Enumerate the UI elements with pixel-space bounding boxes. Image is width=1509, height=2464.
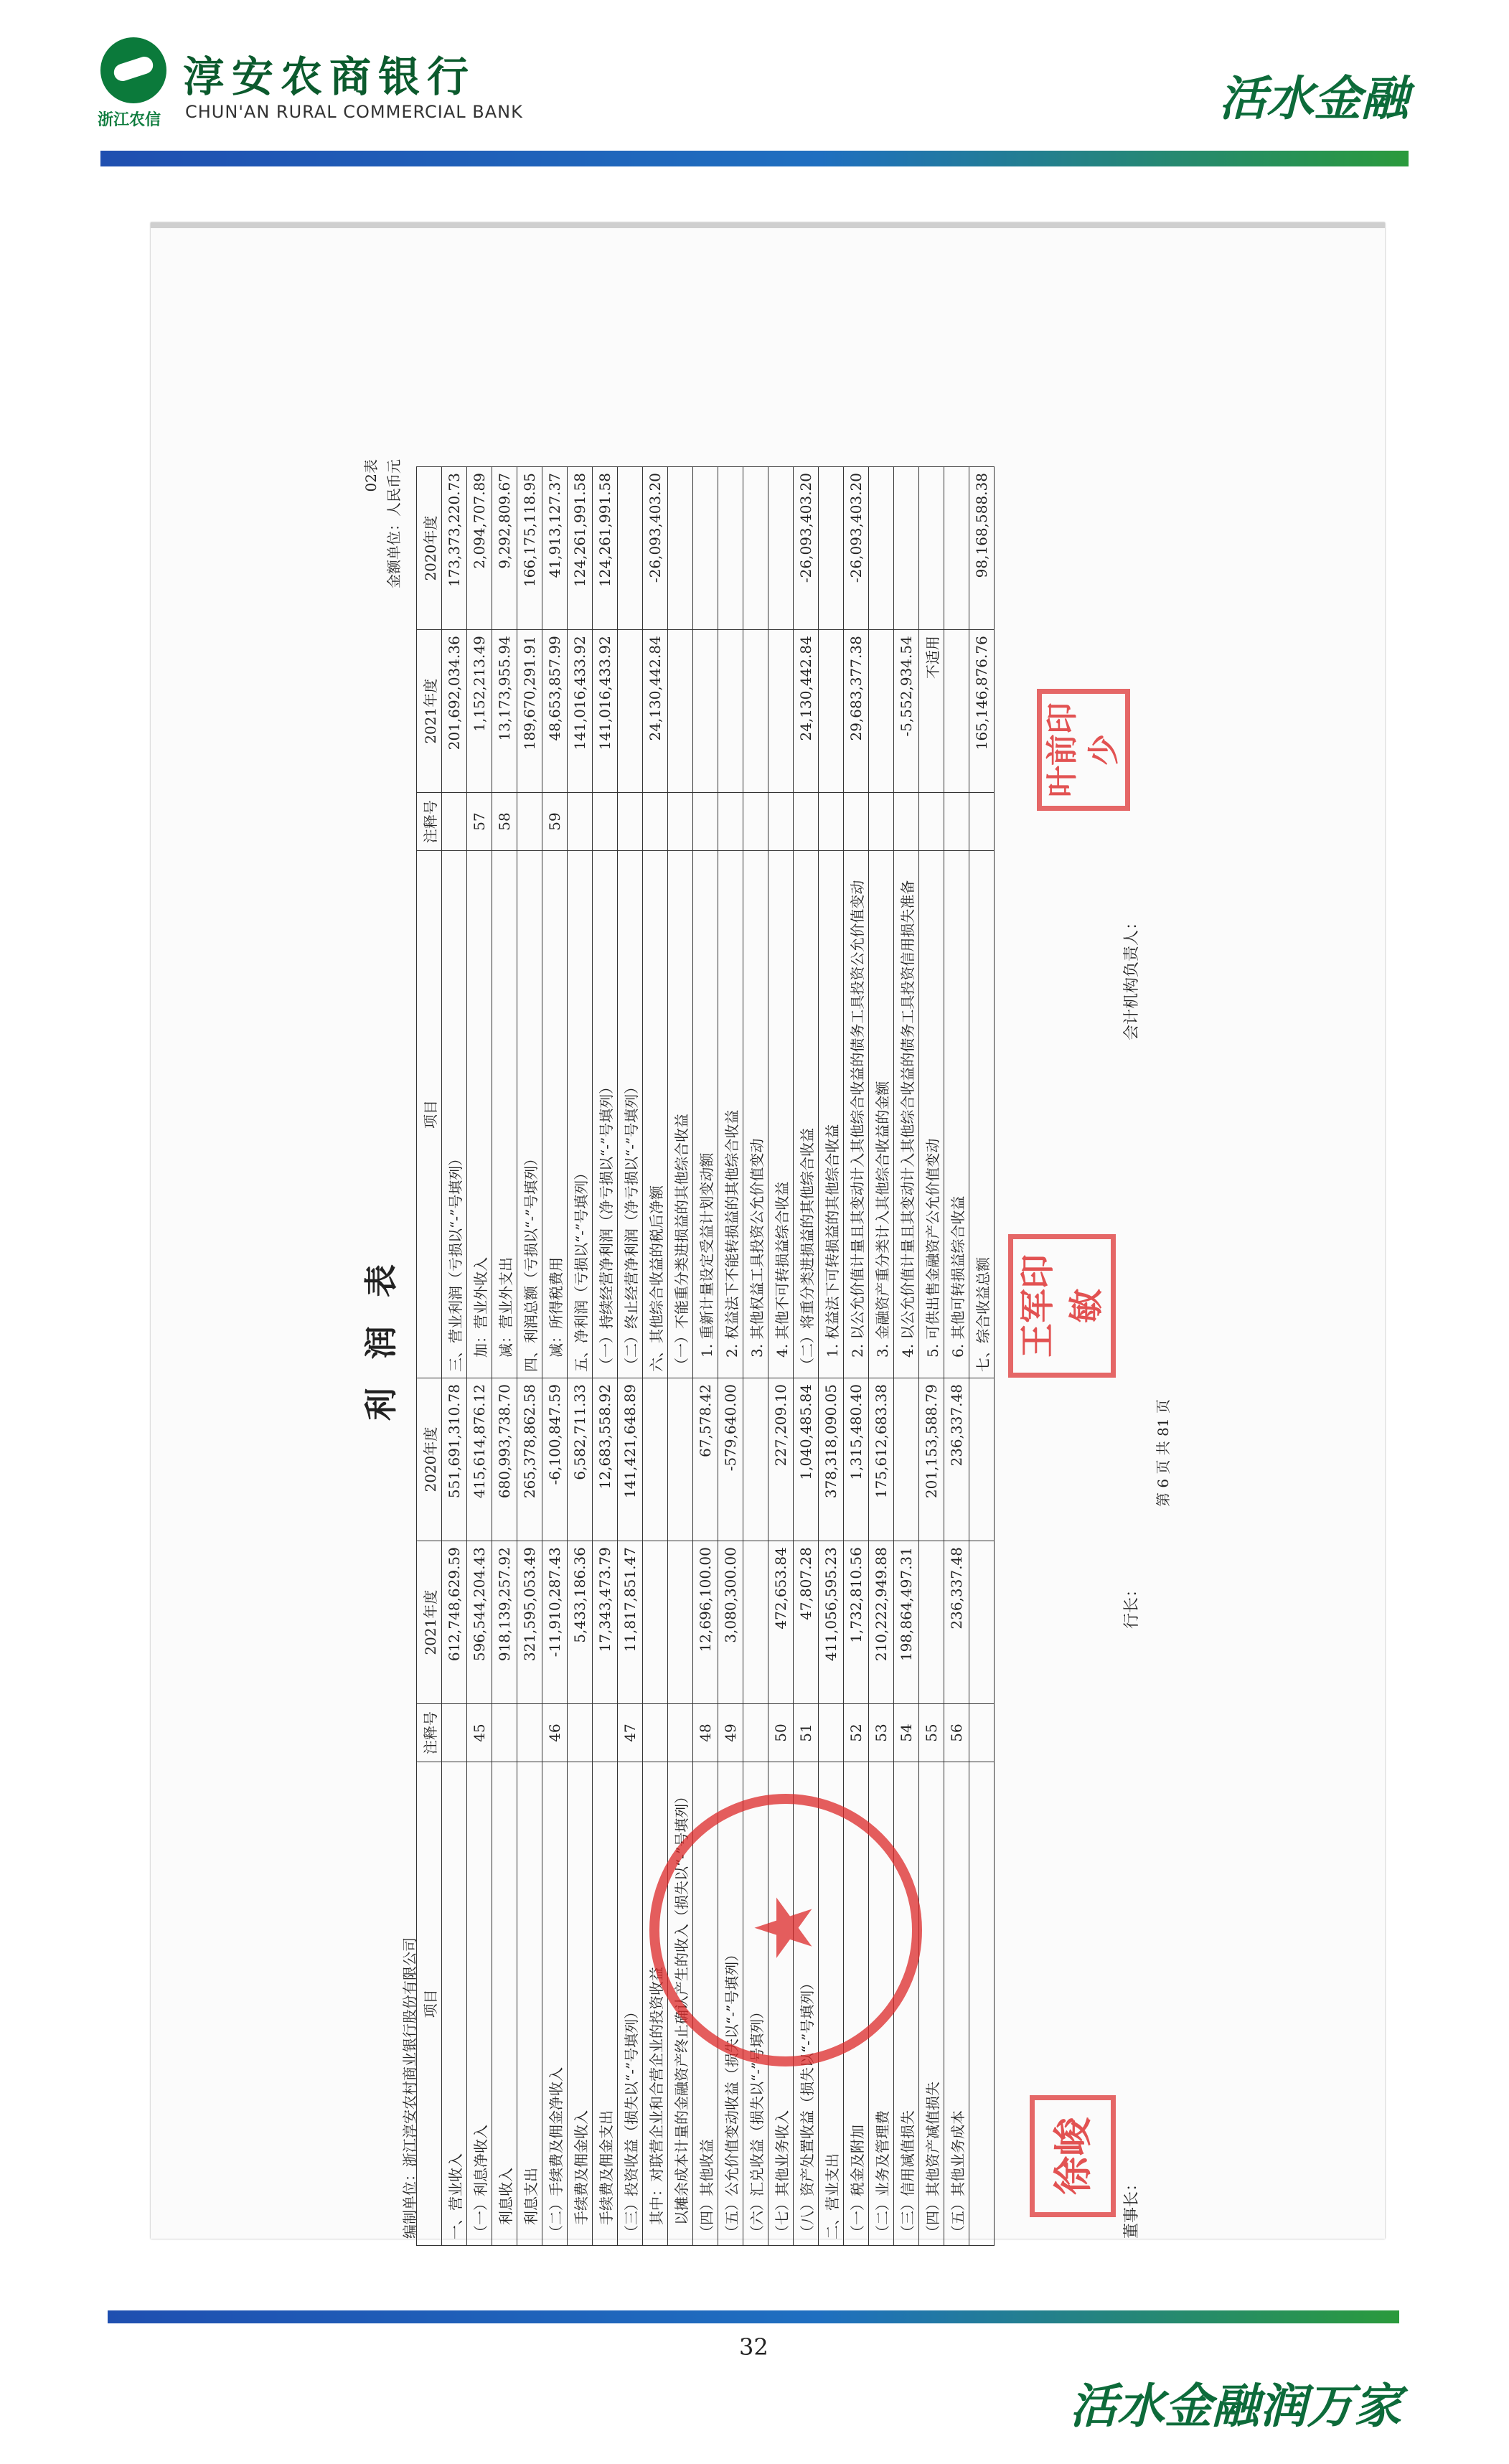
row-note-right — [668, 793, 693, 851]
row-value-2020: -579,640.00 — [718, 1378, 743, 1541]
row-item: 以摊余成本计量的金融资产终止确认产生的收入（损失以“-”号填列） — [668, 1762, 693, 2245]
row-value-2021-right — [768, 630, 794, 793]
row-value-2021: 612,748,629.59 — [442, 1541, 467, 1704]
row-item: （七）其他业务收入 — [768, 1762, 794, 2245]
row-value-2021-right — [743, 630, 768, 793]
col-item: 项目 — [417, 1762, 442, 2245]
table-row — [969, 467, 995, 2246]
row-note-right — [568, 793, 593, 851]
row-value-2020-right — [668, 467, 693, 630]
page-of-indicator: 第 6 页 共 81 页 — [1155, 1399, 1172, 1507]
row-value-2021-right: 189,670,291.91 — [517, 630, 542, 793]
row-value-2020: 67,578.42 — [693, 1378, 718, 1541]
row-item-right: 1. 权益法下可转损益的其他综合收益 — [819, 850, 844, 1378]
table-row — [467, 467, 492, 2246]
row-note-right — [844, 793, 869, 851]
row-value-2021: 472,653.84 — [768, 1541, 794, 1704]
row-value-2021: 596,544,204.43 — [467, 1541, 492, 1704]
row-item-right: 4. 以公允价值计量且其变动计入其他综合收益的债务工具投资信用损失准备 — [894, 850, 919, 1378]
row-value-2020: 141,421,648.89 — [618, 1378, 643, 1541]
row-item-right: （二）将重分类进损益的其他综合收益 — [794, 850, 819, 1378]
row-item-right: 3. 金融资产重分类计入其他综合收益的金额 — [869, 850, 894, 1378]
table-row — [442, 467, 467, 2246]
header-slogan: 活水金融 — [1219, 70, 1409, 126]
sig-president: 行长： — [1123, 1581, 1141, 1629]
row-value-2021-right — [718, 630, 743, 793]
row-item: （三）信用减值损失 — [894, 1762, 919, 2245]
row-item: 利息支出 — [517, 1762, 542, 2245]
row-value-2020: 227,209.10 — [768, 1378, 794, 1541]
row-value-2021 — [668, 1541, 693, 1704]
company-seal — [649, 1794, 922, 2066]
row-value-2020: 1,315,480.40 — [844, 1378, 869, 1541]
row-value-2020-right — [919, 467, 944, 630]
row-value-2021: 198,864,497.31 — [894, 1541, 919, 1704]
signature-stamp-accounting: 叶前印少 — [1037, 689, 1130, 811]
row-note — [819, 1704, 844, 1762]
row-value-2021 — [969, 1541, 995, 1704]
col-2021-right: 2021年度 — [417, 630, 442, 793]
row-value-2020: 175,612,683.38 — [869, 1378, 894, 1541]
row-note-right — [944, 793, 969, 851]
row-note — [517, 1704, 542, 1762]
row-item: （五）公允价值变动收益（损失以“-”号填列） — [718, 1762, 743, 2245]
row-value-2020-right: 166,175,118.95 — [517, 467, 542, 630]
row-value-2020-right: -26,093,403.20 — [643, 467, 668, 630]
row-item: 手续费及佣金支出 — [593, 1762, 618, 2245]
table-code: 02表 — [362, 459, 380, 492]
row-note-right — [894, 793, 919, 851]
row-item: （八）资产处置收益（损失以“-”号填列） — [794, 1762, 819, 2245]
row-note — [568, 1704, 593, 1762]
row-note-right — [718, 793, 743, 851]
row-value-2021-right — [869, 630, 894, 793]
row-value-2021: 321,595,053.49 — [517, 1541, 542, 1704]
table-row — [517, 467, 542, 2246]
col-note: 注释号 — [417, 1704, 442, 1762]
row-note-right — [768, 793, 794, 851]
row-value-2020-right: -26,093,403.20 — [844, 467, 869, 630]
table-row — [618, 467, 643, 2246]
row-note: 50 — [768, 1704, 794, 1762]
row-note — [969, 1704, 995, 1762]
row-item: 二、营业支出 — [819, 1762, 844, 2245]
row-item-right: （二）终止经营净利润（净亏损以“-”号填列） — [618, 850, 643, 1378]
row-item-right: 加：营业外收入 — [467, 850, 492, 1378]
row-value-2020-right — [693, 467, 718, 630]
row-value-2020-right — [768, 467, 794, 630]
row-note — [492, 1704, 517, 1762]
row-value-2021: 5,433,186.36 — [568, 1541, 593, 1704]
row-item: 利息收入 — [492, 1762, 517, 2245]
row-item: （四）其他收益 — [693, 1762, 718, 2245]
row-value-2021: 3,080,300.00 — [718, 1541, 743, 1704]
row-note: 46 — [542, 1704, 568, 1762]
row-value-2021: 47,807.28 — [794, 1541, 819, 1704]
row-item-right: 减：营业外支出 — [492, 850, 517, 1378]
row-value-2020 — [743, 1378, 768, 1541]
amount-unit: 金额单位：人民币元 — [385, 459, 403, 588]
row-note-right — [969, 793, 995, 851]
row-item: 手续费及佣金收入 — [568, 1762, 593, 2245]
row-value-2021-right: 201,692,034.36 — [442, 630, 467, 793]
row-value-2020-right: 98,168,588.38 — [969, 467, 995, 630]
row-value-2021-right: 24,130,442.84 — [794, 630, 819, 793]
row-item: （一）税金及附加 — [844, 1762, 869, 2245]
bank-logo-icon — [100, 37, 166, 103]
row-note: 51 — [794, 1704, 819, 1762]
row-value-2020: 378,318,090.05 — [819, 1378, 844, 1541]
row-value-2020 — [969, 1378, 995, 1541]
row-value-2021-right: 48,653,857.99 — [542, 630, 568, 793]
row-note-right — [618, 793, 643, 851]
row-value-2020-right — [718, 467, 743, 630]
col-2020: 2020年度 — [417, 1378, 442, 1541]
row-value-2020-right — [869, 467, 894, 630]
row-value-2021-right — [944, 630, 969, 793]
row-item: （五）其他业务成本 — [944, 1762, 969, 2245]
row-item-right: 四、利润总额（亏损以“-”号填列） — [517, 850, 542, 1378]
table-header-row — [417, 467, 442, 2246]
row-value-2020-right: 124,261,991.58 — [593, 467, 618, 630]
prepared-by: 编制单位：浙江淳安农村商业银行股份有限公司 — [401, 1937, 418, 2239]
row-value-2021: 1,732,810.56 — [844, 1541, 869, 1704]
row-value-2020: 680,993,738.70 — [492, 1378, 517, 1541]
row-value-2020: -6,100,847.59 — [542, 1378, 568, 1541]
row-note-right — [593, 793, 618, 851]
row-item-right: 3. 其他权益工具投资公允价值变动 — [743, 850, 768, 1378]
col-note-right: 注释号 — [417, 793, 442, 851]
row-note: 55 — [919, 1704, 944, 1762]
row-value-2021-right: 165,146,876.76 — [969, 630, 995, 793]
row-note-right: 57 — [467, 793, 492, 851]
row-value-2020: 265,378,862.58 — [517, 1378, 542, 1541]
sig-chairman: 董事长： — [1123, 2175, 1141, 2239]
row-note-right — [693, 793, 718, 851]
row-item-right: （一）不能重分类进损益的其他综合收益 — [668, 850, 693, 1378]
row-value-2021-right: 13,173,955.94 — [492, 630, 517, 793]
bank-name-en: CHUN'AN RURAL COMMERCIAL BANK — [185, 102, 523, 122]
logo-subtitle: 浙江农信 — [98, 111, 161, 129]
row-value-2020: 236,337.48 — [944, 1378, 969, 1541]
row-note-right — [643, 793, 668, 851]
row-value-2020: 415,614,876.12 — [467, 1378, 492, 1541]
row-value-2020: 201,153,588.79 — [919, 1378, 944, 1541]
bank-name-cn: 淳安农商银行 — [183, 52, 476, 101]
row-value-2020: 6,582,711.33 — [568, 1378, 593, 1541]
footer-slogan: 活水金融润万家 — [1070, 2378, 1401, 2434]
row-note: 52 — [844, 1704, 869, 1762]
signature-stamp-president: 王军印敏 — [1008, 1234, 1116, 1378]
row-value-2021-right — [668, 630, 693, 793]
row-note: 49 — [718, 1704, 743, 1762]
row-note-right — [442, 793, 467, 851]
row-note: 48 — [693, 1704, 718, 1762]
row-value-2021-right: 29,683,377.38 — [844, 630, 869, 793]
row-note: 45 — [467, 1704, 492, 1762]
row-note-right — [517, 793, 542, 851]
row-note — [743, 1704, 768, 1762]
row-value-2021 — [643, 1541, 668, 1704]
row-value-2021-right — [618, 630, 643, 793]
row-value-2020-right: 173,373,220.73 — [442, 467, 467, 630]
row-note-right — [794, 793, 819, 851]
row-item: 其中：对联营企业和合营企业的投资收益 — [643, 1762, 668, 2245]
row-value-2020: 551,691,310.78 — [442, 1378, 467, 1541]
col-item-right: 项目 — [417, 850, 442, 1378]
row-item-right: 2. 权益法下不能转损益的其他综合收益 — [718, 850, 743, 1378]
row-value-2020-right: -26,093,403.20 — [794, 467, 819, 630]
sig-accounting-head: 会计机构负责人： — [1123, 913, 1141, 1040]
row-item-right: 七、综合收益总额 — [969, 850, 995, 1378]
row-value-2020 — [643, 1378, 668, 1541]
table-row — [919, 467, 944, 2246]
row-item: （一）利息净收入 — [467, 1762, 492, 2245]
row-value-2021: 210,222,949.88 — [869, 1541, 894, 1704]
rotated-statement — [326, 438, 1172, 2246]
row-value-2021-right: 不适用 — [919, 630, 944, 793]
row-value-2020-right — [819, 467, 844, 630]
row-value-2021: 17,343,473.79 — [593, 1541, 618, 1704]
row-value-2020-right: 2,094,707.89 — [467, 467, 492, 630]
col-2021: 2021年度 — [417, 1541, 442, 1704]
row-note: 56 — [944, 1704, 969, 1762]
row-item: （二）业务及管理费 — [869, 1762, 894, 2245]
row-item-right: 1. 重新计量设定受益计划变动额 — [693, 850, 718, 1378]
footer-divider — [108, 2310, 1399, 2323]
row-value-2021: 411,056,595.23 — [819, 1541, 844, 1704]
row-item-right: 六、其他综合收益的税后净额 — [643, 850, 668, 1378]
row-note — [643, 1704, 668, 1762]
row-note-right — [869, 793, 894, 851]
row-value-2020-right: 124,261,991.58 — [568, 467, 593, 630]
row-item-right: 减：所得税费用 — [542, 850, 568, 1378]
row-value-2020-right: 9,292,809.67 — [492, 467, 517, 630]
row-value-2021 — [743, 1541, 768, 1704]
table-row — [492, 467, 517, 2246]
row-note: 47 — [618, 1704, 643, 1762]
row-value-2020-right — [894, 467, 919, 630]
row-value-2020-right — [944, 467, 969, 630]
row-value-2021: 236,337.48 — [944, 1541, 969, 1704]
row-value-2021-right: 1,152,213.49 — [467, 630, 492, 793]
row-item-right: 三、营业利润（亏损以“-”号填列） — [442, 850, 467, 1378]
row-value-2020 — [668, 1378, 693, 1541]
row-item-right: 5. 可供出售金融资产公允价值变动 — [919, 850, 944, 1378]
row-value-2021-right — [819, 630, 844, 793]
row-item: （三）投资收益（损失以“-”号填列） — [618, 1762, 643, 2245]
row-item: 一、营业收入 — [442, 1762, 467, 2245]
row-value-2021: 918,139,257.92 — [492, 1541, 517, 1704]
row-value-2021-right: 24,130,442.84 — [643, 630, 668, 793]
row-item-right: （一）持续经营净利润（净亏损以“-”号填列） — [593, 850, 618, 1378]
row-value-2020: 12,683,558.92 — [593, 1378, 618, 1541]
row-value-2020-right — [618, 467, 643, 630]
row-note — [668, 1704, 693, 1762]
row-value-2021 — [919, 1541, 944, 1704]
row-item-right: 五、净利润（亏损以“-”号填列） — [568, 850, 593, 1378]
row-note — [442, 1704, 467, 1762]
row-value-2020: 1,040,485.84 — [794, 1378, 819, 1541]
col-2020-right: 2020年度 — [417, 467, 442, 630]
table-row — [944, 467, 969, 2246]
row-note: 53 — [869, 1704, 894, 1762]
row-note-right — [919, 793, 944, 851]
signature-stamp-chairman: 徐峻 — [1030, 2095, 1116, 2217]
row-item: （二）手续费及佣金净收入 — [542, 1762, 568, 2245]
scanned-sheet — [151, 222, 1385, 2239]
row-item: （四）其他资产减值损失 — [919, 1762, 944, 2245]
report-title: 利润表 — [362, 1236, 400, 1421]
table-row — [542, 467, 568, 2246]
row-value-2021: 12,696,100.00 — [693, 1541, 718, 1704]
row-item-right: 2. 以公允价值计量且其变动计入其他综合收益的债务工具投资公允价值变动 — [844, 850, 869, 1378]
table-row — [593, 467, 618, 2246]
row-value-2021-right — [693, 630, 718, 793]
page-number: 32 — [739, 2333, 768, 2361]
row-item: （六）汇兑收益（损失以“-”号填列） — [743, 1762, 768, 2245]
row-value-2020-right: 41,913,127.37 — [542, 467, 568, 630]
row-value-2020-right — [743, 467, 768, 630]
row-item-right: 4. 其他不可转损益综合收益 — [768, 850, 794, 1378]
row-value-2021: 11,817,851.47 — [618, 1541, 643, 1704]
table-row — [568, 467, 593, 2246]
row-item — [969, 1762, 995, 2245]
row-note-right — [743, 793, 768, 851]
row-value-2021: -11,910,287.43 — [542, 1541, 568, 1704]
row-value-2021-right: 141,016,433.92 — [568, 630, 593, 793]
row-note-right: 58 — [492, 793, 517, 851]
row-note-right: 59 — [542, 793, 568, 851]
row-note: 54 — [894, 1704, 919, 1762]
row-value-2021-right: -5,552,934.54 — [894, 630, 919, 793]
row-note-right — [819, 793, 844, 851]
row-note — [593, 1704, 618, 1762]
row-item-right: 6. 其他可转损益综合收益 — [944, 850, 969, 1378]
row-value-2021-right: 141,016,433.92 — [593, 630, 618, 793]
header-divider — [100, 151, 1409, 166]
row-value-2020 — [894, 1378, 919, 1541]
